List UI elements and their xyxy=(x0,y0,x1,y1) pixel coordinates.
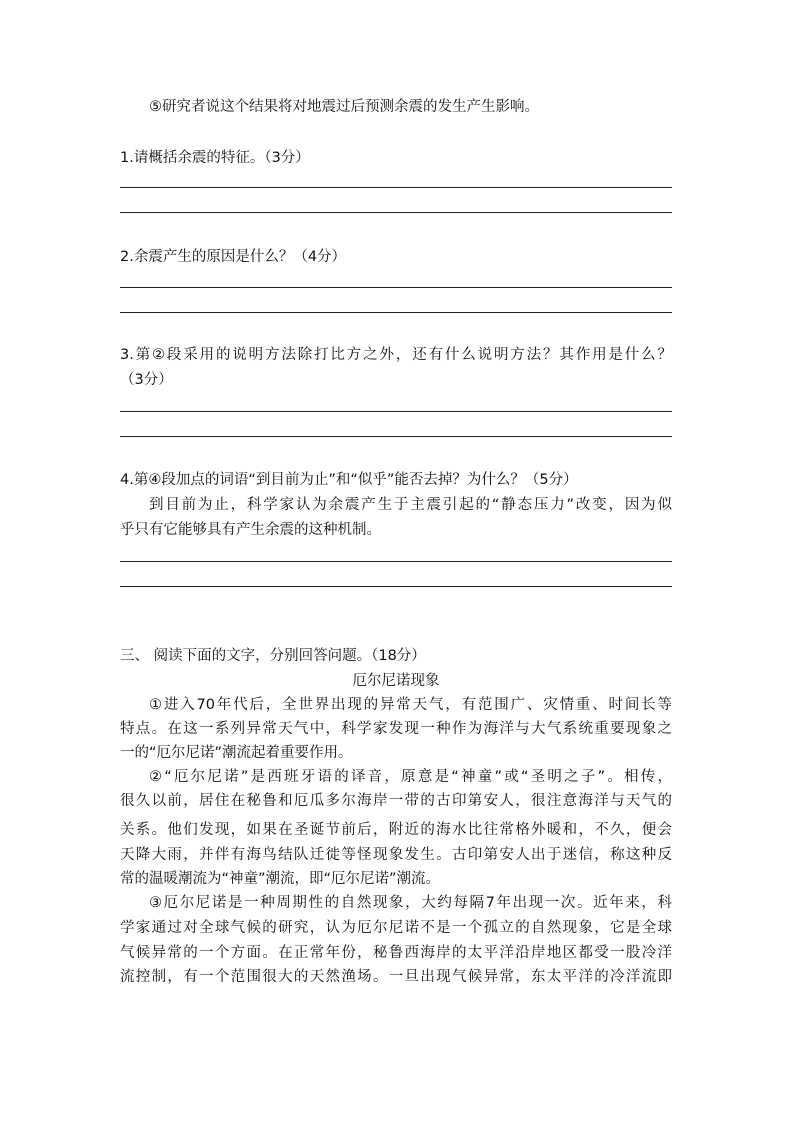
paragraph-line: 天降大雨，并伴有海鸟结队迁徙等怪现象发生。古印第安人出于迷信，称这种反 xyxy=(120,847,672,863)
question-3-score: （3分） xyxy=(120,372,173,388)
paragraph-line: 很久以前，居住在秘鲁和厄瓜多尔海岸一带的古印第安人，很注意海洋与天气的 xyxy=(120,793,672,809)
paragraph-line: 一的“厄尔尼诺”潮流起着重要作用。 xyxy=(120,745,353,761)
paragraph-line: 关系。他们发现，如果在圣诞节前后，附近的海水比往常格外暖和，不久，便会 xyxy=(120,822,672,838)
question-2: 2.余震产生的原因是什么？（4分） xyxy=(120,249,347,265)
section-heading: 三、 阅读下面的文字，分别回答问题。（18分） xyxy=(120,648,426,664)
question-4-quote-cont: 乎只有它能够具有产生余震的这种机制。 xyxy=(120,522,381,538)
question-1: 1.请概括余震的特征。（3分） xyxy=(120,150,310,166)
paragraph-line: 流控制，有一个范围很大的天然渔场。一旦出现气候异常，东太平洋的冷洋流即 xyxy=(120,969,672,985)
answer-line xyxy=(120,212,672,213)
paragraph-line: 特点。在这一系列异常天气中，科学家发现一种作为海洋与大气系统重要现象之 xyxy=(120,721,672,737)
paragraph-line: 常的温暖潮流为“神童”潮流，即“厄尔尼诺”潮流。 xyxy=(120,871,441,887)
paragraph-line: ②“厄尔尼诺”是西班牙语的译音，原意是“神童”或“圣明之子”。相传， xyxy=(149,769,672,785)
answer-line xyxy=(120,436,672,437)
answer-line xyxy=(120,411,672,412)
question-3: 3.第②段采用的说明方法除打比方之外，还有什么说明方法？其作用是什么？ xyxy=(120,347,672,363)
question-4: 4.第④段加点的词语“到目前为止”和“似乎”能否去掉？为什么？（5分） xyxy=(120,472,578,488)
answer-line xyxy=(120,586,672,587)
paragraph-line: 学家通过对全球气候的研究，认为厄尔尼诺不是一个孤立的自然现象，它是全球 xyxy=(120,920,672,936)
article-title: 厄尔尼诺现象 xyxy=(352,673,440,689)
answer-line xyxy=(120,561,672,562)
answer-line xyxy=(120,312,672,313)
question-4-quote: 到目前为止，科学家认为余震产生于主震引起的“静态压力”改变，因为似 xyxy=(149,497,672,513)
answer-line xyxy=(120,187,672,188)
paragraph-line: ①进入70年代后，全世界出现的异常天气，有范围广、灾情重、时间长等 xyxy=(149,697,672,713)
paragraph-line: ③厄尔尼诺是一种周期性的自然现象，大约每隔7年出现一次。近年来，科 xyxy=(149,895,672,911)
paragraph-line: 气候异常的一个方面。在正常年份，秘鲁西海岸的太平洋沿岸地区都受一股冷洋 xyxy=(120,945,672,961)
answer-line xyxy=(120,287,672,288)
paragraph-5: ⑤研究者说这个结果将对地震过后预测余震的发生产生影响。 xyxy=(149,99,539,115)
